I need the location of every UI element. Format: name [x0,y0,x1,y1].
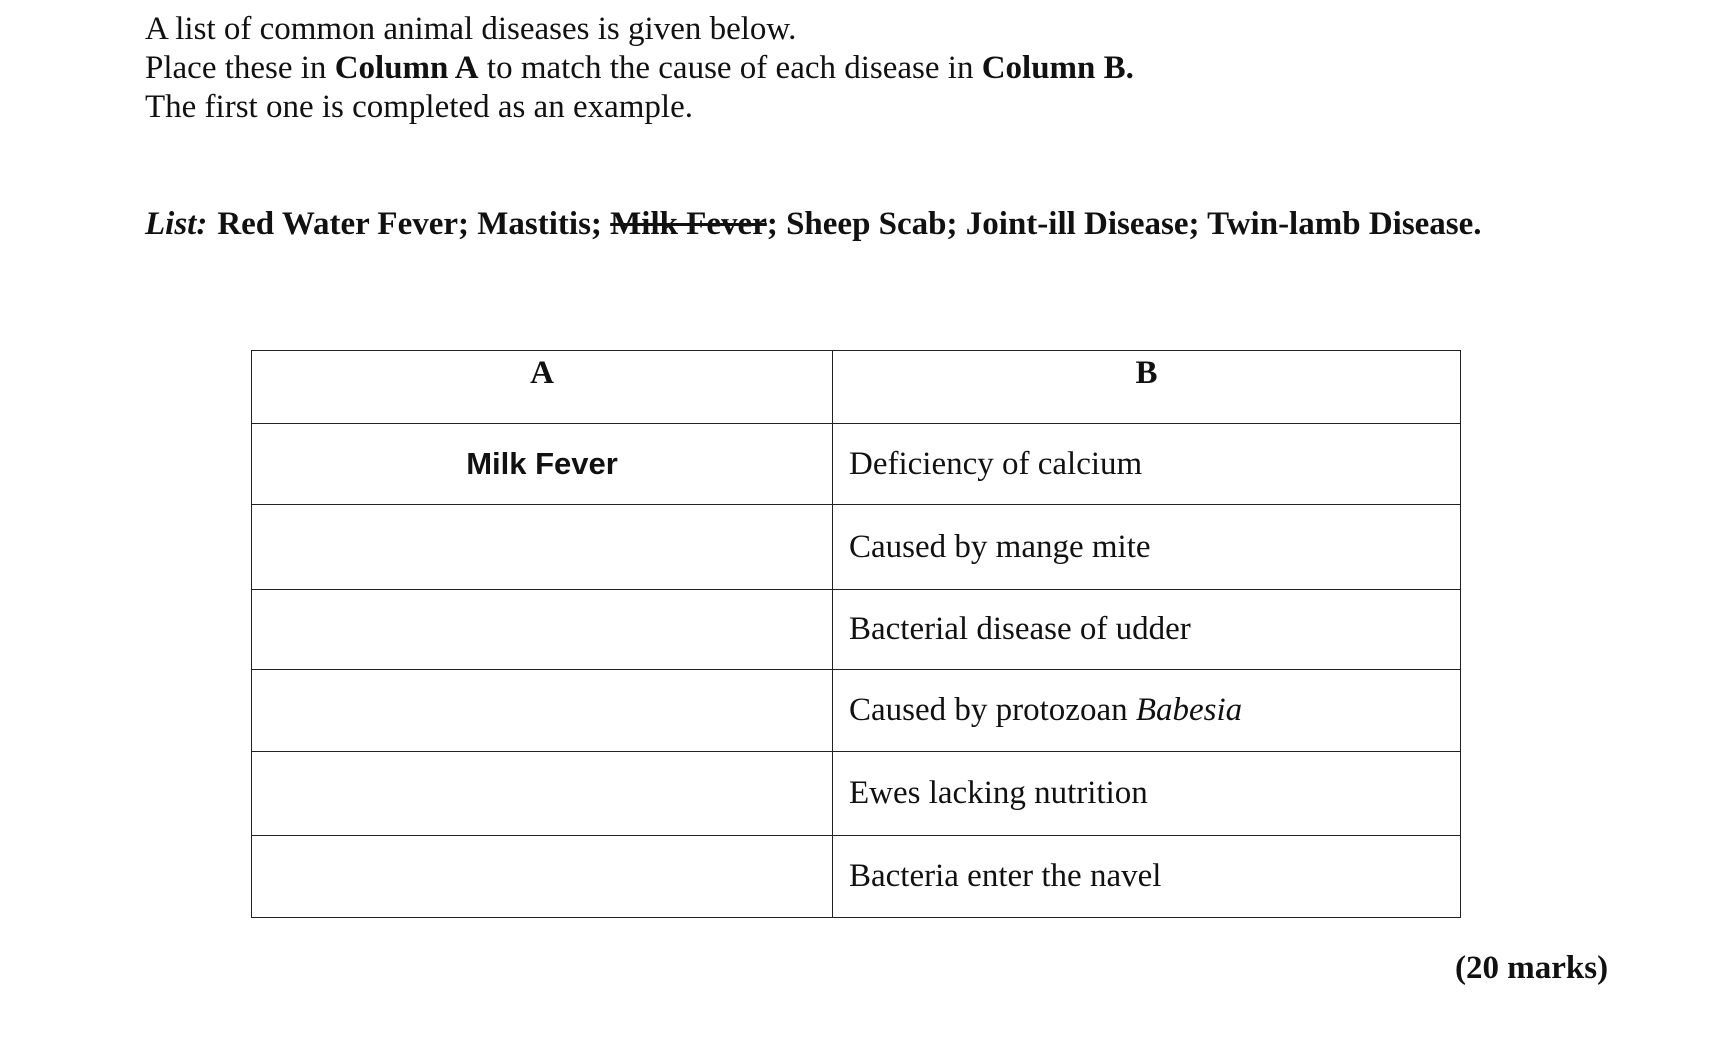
table-row [252,590,1461,670]
column-a-header: A [252,351,833,424]
table-row [252,752,1461,836]
instruction-line-2-middle: to match the cause of each disease in [478,50,982,86]
answer-cell-a[interactable] [252,752,833,836]
answer-cell-a[interactable] [252,836,833,918]
column-b-header: B [833,351,1461,424]
cause-text: Caused by protozoan [849,692,1136,728]
instruction-line-2 [145,49,1134,88]
cause-text: Bacteria enter the navel [849,858,1162,894]
answer-cell-a[interactable] [252,590,833,670]
cause-text: Deficiency of calcium [849,445,1143,482]
cause-cell-b [833,590,1461,670]
answer-cell-a[interactable] [252,670,833,752]
cause-text: Caused by mange mite [849,528,1151,565]
column-b-ref: Column B. [981,50,1134,86]
list-items-before: Red Water Fever; Mastitis; [217,206,611,242]
table-row [252,505,1461,590]
table-row [252,670,1461,752]
cause-cell-b [833,424,1461,505]
matching-table [251,350,1461,918]
cause-cell-b [833,752,1461,836]
list-label: List: [145,206,208,242]
cause-text-italic: Babesia [1135,692,1243,728]
column-a-ref: Column A [334,50,479,86]
marks-label: (20 marks) [1455,950,1609,986]
answer-cell-a[interactable] [252,505,833,590]
list-items-after: ; Sheep Scab; Joint-ill Disease; Twin-lamb Disease. [766,206,1482,242]
struck-list-item: Milk Fever [610,206,767,242]
instruction-line-1: A list of common animal diseases is given below. [145,11,797,47]
cause-text: Ewes lacking nutrition [849,775,1148,811]
instruction-line-3: The first one is completed as an example. [145,89,693,125]
disease-list [145,204,1482,244]
cause-cell-b [833,505,1461,590]
table-header-row [252,351,1461,424]
answer-cell-a[interactable]: Milk Fever [252,424,833,505]
cause-cell-b [833,670,1461,752]
table-row [252,424,1461,505]
instruction-line-2-prefix: Place these in [145,50,335,86]
instructions [145,10,1134,127]
cause-cell-b [833,836,1461,918]
cause-text: Bacterial disease of udder [849,611,1191,647]
table-row [252,836,1461,918]
